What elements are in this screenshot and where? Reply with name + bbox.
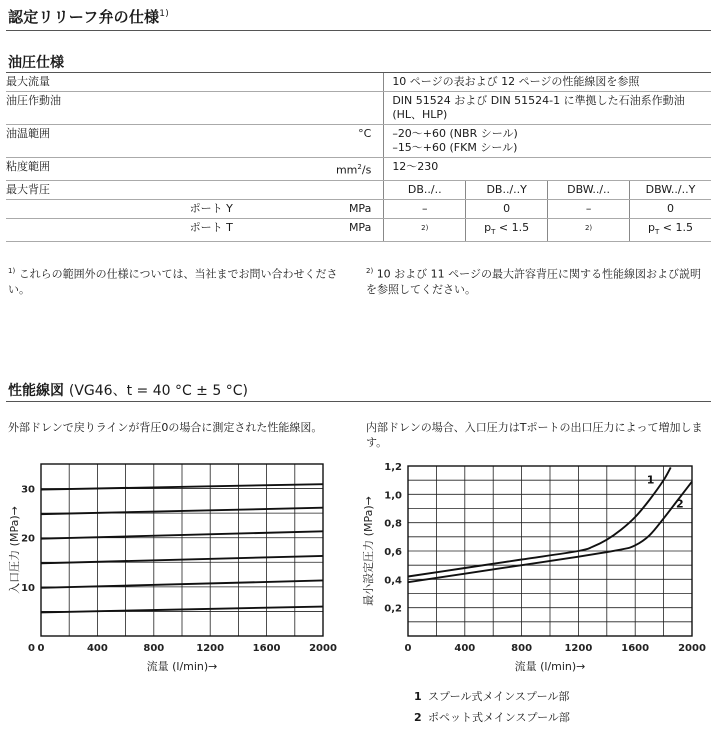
visc-unit-sup: 2 xyxy=(357,163,362,171)
port-t-val-3 xyxy=(548,218,630,241)
table-row xyxy=(6,158,711,181)
spec-table xyxy=(6,73,711,242)
series-line-1 xyxy=(408,467,671,576)
x-tick-label: 800 xyxy=(511,643,533,654)
port-t-p-4: p xyxy=(648,220,655,234)
y-tick-label: 0,8 xyxy=(384,518,402,530)
port-t-val-1 xyxy=(384,218,466,241)
x-axis-title: 流量 (l/min)→ xyxy=(146,660,218,673)
port-t-lim-4: < 1.5 xyxy=(659,220,693,234)
y-tick-label: 10 xyxy=(21,582,35,594)
port-t-fn-1: 2) xyxy=(421,223,429,232)
left-chart-caption: 外部ドレンで戻りラインが背圧0の場合に測定された性能線図。 xyxy=(8,421,323,434)
x-axis-title: 流量 (l/min)→ xyxy=(514,660,586,673)
y-tick-label: 1,2 xyxy=(384,462,402,473)
backp-label: 最大背圧 xyxy=(6,180,384,199)
x-tick-label: 800 xyxy=(143,643,165,654)
port-t-sub-4: T xyxy=(655,227,660,236)
max-flow-label: 最大流量 xyxy=(6,73,384,92)
port-y-val-3: – xyxy=(548,199,630,218)
footnote-1-text: これらの範囲外の仕様については、当社までお問い合わせください。 xyxy=(8,267,338,296)
footnote-1-mark: 1) xyxy=(8,267,16,275)
footnote-2-mark: 2) xyxy=(366,267,374,275)
y-axis-title: 最小設定圧力 (MPa)→ xyxy=(362,496,375,606)
backp-col-3: DBW../.. xyxy=(548,180,630,199)
visc-unit-base: mm xyxy=(335,163,358,177)
y-tick-label: 0,4 xyxy=(384,575,402,587)
port-y-unit: MPa xyxy=(325,199,383,218)
footnote-2 xyxy=(366,264,706,297)
table-row xyxy=(6,73,711,92)
port-t-val-4 xyxy=(630,218,711,241)
x-tick-label: 1600 xyxy=(621,643,650,654)
temp-value xyxy=(384,125,711,158)
footnote-2-text: 10 および 11 ページの最大許容背圧に関する性能線図および説明を参照してください。 xyxy=(366,267,701,296)
legend-item-2 xyxy=(414,709,570,725)
visc-label: 粘度範囲 xyxy=(6,158,325,181)
fluid-label: 油圧作動油 xyxy=(6,92,384,125)
x-tick-label: 1200 xyxy=(196,643,225,654)
x-tick-label: 0 xyxy=(37,643,45,654)
port-y-val-1: – xyxy=(384,199,466,218)
spacer xyxy=(6,218,190,241)
port-t-label: ポート T xyxy=(190,218,326,241)
legend-text-2: ポペット式メインスプール部 xyxy=(428,711,570,724)
series-label: 2 xyxy=(676,497,684,511)
x-tick-label: 0 xyxy=(404,643,412,654)
max-flow-value: 10 ページの表および 12 ページの性能線図を参照 xyxy=(384,73,711,92)
series-label: 1 xyxy=(646,473,655,487)
legend-num-1: 1 xyxy=(414,690,422,703)
x-tick-label: 1200 xyxy=(564,643,593,654)
page-title xyxy=(8,6,169,27)
table-row xyxy=(6,180,711,199)
page-title-text: 認定リリーフ弁の仕様 xyxy=(8,8,160,26)
visc-value: 12〜230 xyxy=(384,158,711,181)
table-row xyxy=(6,92,711,125)
table-row xyxy=(6,218,711,241)
legend-item-1 xyxy=(414,688,570,704)
visc-unit xyxy=(325,158,383,181)
port-t-val-2 xyxy=(466,218,548,241)
y-tick-label: 0 xyxy=(28,643,35,654)
title-footnote-mark: 1) xyxy=(159,9,169,19)
port-t-sub-2: T xyxy=(491,227,496,236)
y-axis-title: 入口圧力 (MPa)→ xyxy=(8,506,21,594)
table-row xyxy=(6,125,711,158)
y-tick-label: 30 xyxy=(21,484,35,496)
temp-value-nbr: –20〜+60 (NBR シール) xyxy=(392,127,518,140)
port-y-val-2: 0 xyxy=(466,199,548,218)
port-y-val-4: 0 xyxy=(630,199,711,218)
x-tick-label: 2000 xyxy=(309,643,337,654)
visc-unit-tail: /s xyxy=(361,163,372,177)
port-t-unit: MPa xyxy=(325,218,383,241)
table-row xyxy=(6,199,711,218)
temp-value-fkm: –15〜+60 (FKM シール) xyxy=(392,141,518,154)
port-t-lim-2: < 1.5 xyxy=(495,220,530,234)
temp-unit: °C xyxy=(325,125,383,158)
y-tick-label: 20 xyxy=(21,533,35,545)
temp-label: 油温範囲 xyxy=(6,125,325,158)
x-tick-label: 400 xyxy=(454,643,476,654)
backp-col-4: DBW../..Y xyxy=(630,180,711,199)
fluid-value xyxy=(384,92,711,125)
port-t-fn-3: 2) xyxy=(584,223,593,232)
right-chart-caption: 内部ドレンの場合、入口圧力はTポートの出口圧力によって増加します。 xyxy=(366,421,703,449)
port-y-label: ポート Y xyxy=(190,199,326,218)
fluid-value-line1: DIN 51524 および DIN 51524-1 に準拠した石油系作動油 xyxy=(392,94,685,107)
x-tick-label: 400 xyxy=(86,643,108,654)
spacer xyxy=(6,199,190,218)
backp-col-1: DB../.. xyxy=(384,180,466,199)
performance-heading xyxy=(8,380,248,400)
hydraulic-heading: 油圧仕様 xyxy=(8,55,64,71)
legend xyxy=(414,688,570,725)
x-tick-label: 2000 xyxy=(678,643,706,654)
backp-col-2: DB../..Y xyxy=(466,180,548,199)
y-tick-label: 1,0 xyxy=(384,490,402,502)
y-tick-label: 0,6 xyxy=(384,547,402,558)
inlet-pressure-chart xyxy=(0,455,360,680)
performance-heading-text: 性能線図 xyxy=(8,383,64,399)
port-t-p-2: p xyxy=(484,220,492,234)
performance-rule xyxy=(6,401,711,402)
footnote-1 xyxy=(8,264,348,297)
performance-heading-cond: (VG46、t = 40 °C ± 5 °C) xyxy=(68,383,248,399)
fluid-value-line2: (HL、HLP) xyxy=(392,108,448,121)
min-set-pressure-chart xyxy=(356,455,717,680)
x-tick-label: 1600 xyxy=(252,643,281,654)
legend-num-2: 2 xyxy=(414,711,422,724)
legend-text-1: スプール式メインスプール部 xyxy=(428,690,570,703)
title-rule xyxy=(6,30,711,31)
y-tick-label: 0,2 xyxy=(384,603,402,615)
